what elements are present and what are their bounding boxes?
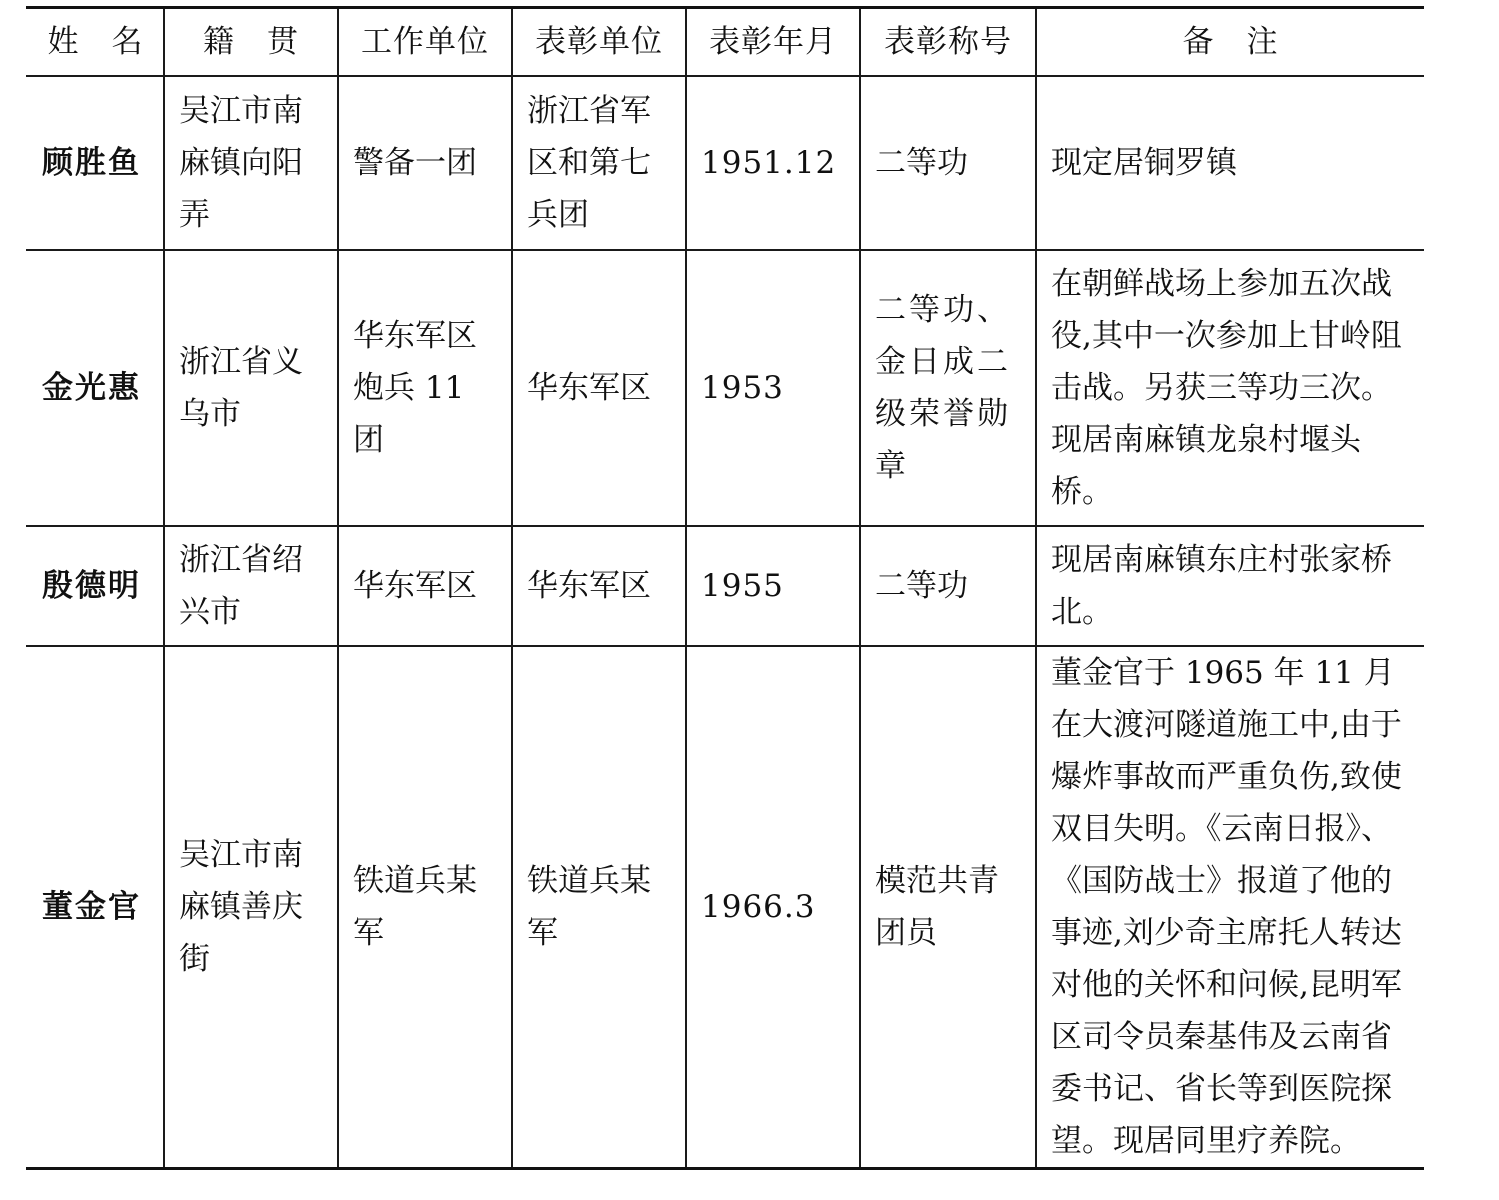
cell-title: 二等功 <box>860 526 1036 646</box>
header-title: 表彰称号 <box>860 8 1036 77</box>
honors-table <box>26 6 1424 1170</box>
cell-title: 二等功、金日成二级荣誉勋章 <box>860 250 1036 526</box>
cell-date: 1955 <box>686 526 860 646</box>
cell-award-org: 铁道兵某军 <box>512 646 686 1169</box>
table-row <box>26 76 1424 250</box>
cell-title: 模范共青团员 <box>860 646 1036 1169</box>
cell-award-org: 华东军区 <box>512 250 686 526</box>
cell-note: 在朝鲜战场上参加五次战役,其中一次参加上甘岭阻击战。另获三等功三次。现居南麻镇龙泉村堰头桥。 <box>1036 250 1424 526</box>
header-origin: 籍 贯 <box>164 8 338 77</box>
cell-title: 二等功 <box>860 76 1036 250</box>
cell-unit: 华东军区 <box>338 526 512 646</box>
header-row <box>26 8 1424 77</box>
cell-name: 顾胜鱼 <box>26 76 164 250</box>
cell-origin: 浙江省绍兴市 <box>164 526 338 646</box>
cell-origin: 浙江省义乌市 <box>164 250 338 526</box>
cell-note: 现定居铜罗镇 <box>1036 76 1424 250</box>
cell-origin: 吴江市南麻镇向阳弄 <box>164 76 338 250</box>
cell-name: 董金官 <box>26 646 164 1169</box>
cell-award-org: 浙江省军区和第七兵团 <box>512 76 686 250</box>
cell-note: 董金官于 1965 年 11 月在大渡河隧道施工中,由于爆炸事故而严重负伤,致使双目失明。《云南日报》、《国防战士》报道了他的事迹,刘少奇主席托人转达对他的关怀和问候,昆明军区司令员秦基伟及云南省委书记、省长等到医院探望。现居同里疗养院。 <box>1036 646 1424 1169</box>
cell-name: 金光惠 <box>26 250 164 526</box>
table-row <box>26 526 1424 646</box>
table-body <box>26 76 1424 1169</box>
cell-note: 现居南麻镇东庄村张家桥北。 <box>1036 526 1424 646</box>
cell-date: 1951.12 <box>686 76 860 250</box>
cell-origin: 吴江市南麻镇善庆街 <box>164 646 338 1169</box>
cell-unit: 警备一团 <box>338 76 512 250</box>
header-unit: 工作单位 <box>338 8 512 77</box>
cell-date: 1966.3 <box>686 646 860 1169</box>
header-date: 表彰年月 <box>686 8 860 77</box>
table-header <box>26 8 1424 77</box>
table-row <box>26 250 1424 526</box>
cell-date: 1953 <box>686 250 860 526</box>
cell-name: 殷德明 <box>26 526 164 646</box>
cell-award-org: 华东军区 <box>512 526 686 646</box>
header-name: 姓 名 <box>26 8 164 77</box>
table-row <box>26 646 1424 1169</box>
header-award-org: 表彰单位 <box>512 8 686 77</box>
cell-unit: 华东军区炮兵 11 团 <box>338 250 512 526</box>
honors-table-container <box>26 6 1424 1170</box>
cell-unit: 铁道兵某军 <box>338 646 512 1169</box>
header-note: 备 注 <box>1036 8 1424 77</box>
